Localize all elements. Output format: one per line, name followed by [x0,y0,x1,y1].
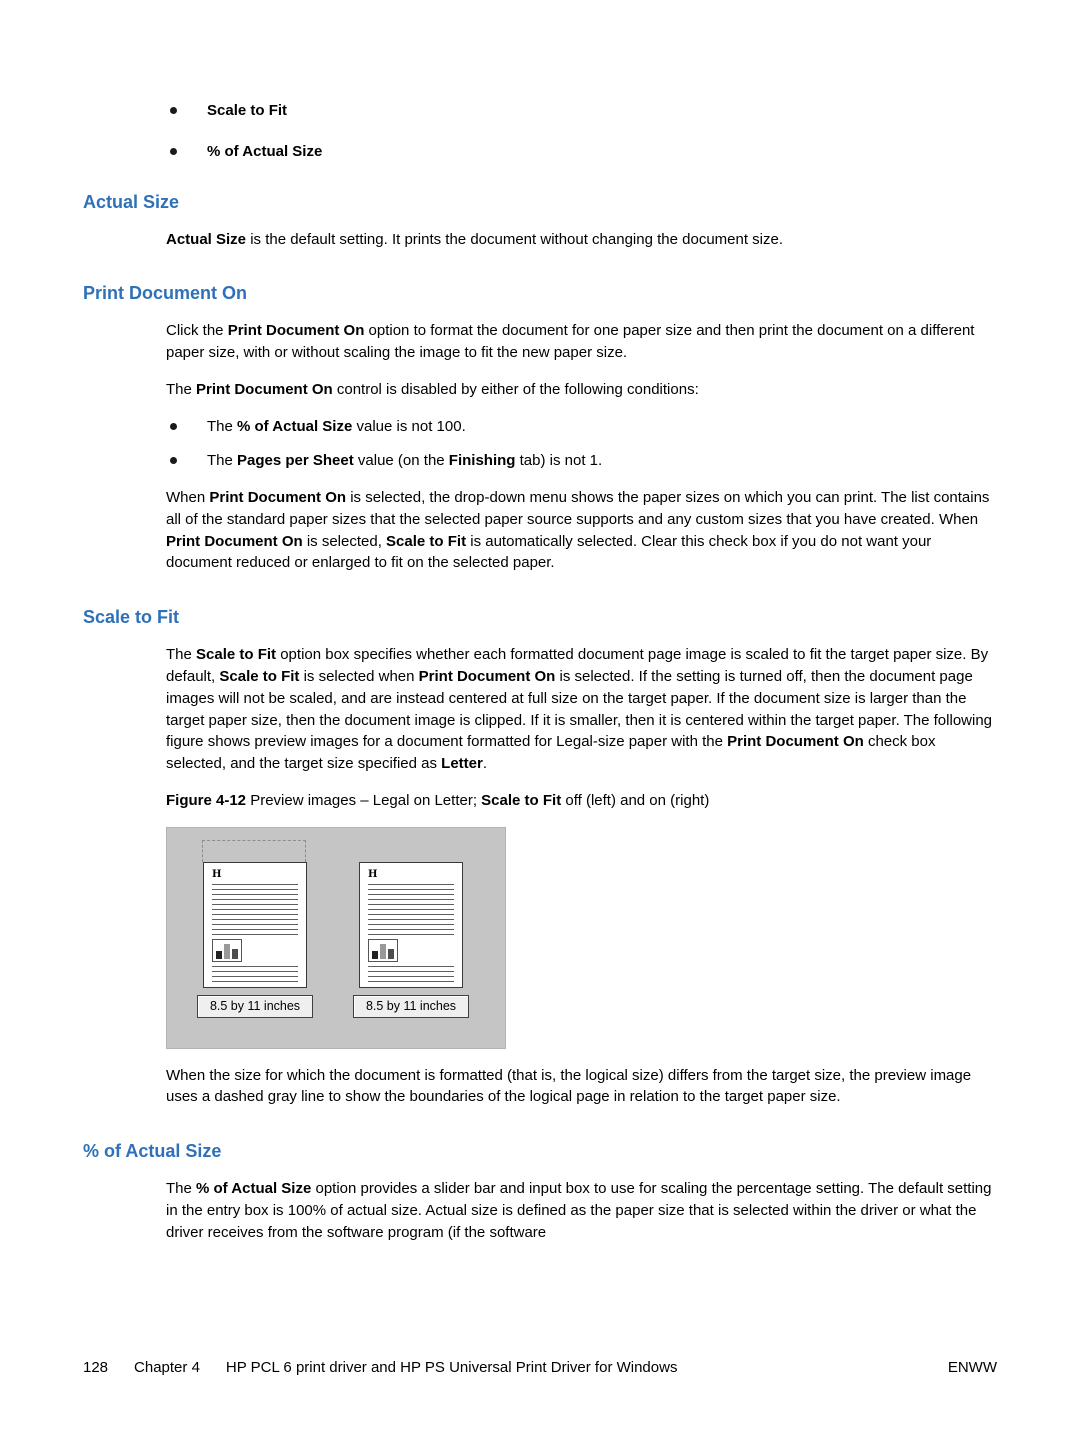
chart-bar [380,944,386,959]
conditions-list [166,416,995,473]
text-lines [212,884,298,936]
chart-bar [224,944,230,959]
list-item: % of Actual Size [166,141,995,163]
heading-mark: H [368,868,378,880]
paragraph: The % of Actual Size option provides a slider bar and input box to use for scaling the percentage setting. The default setting in the entry box is 100% of actual size. Actual size is defined as the paper size that is selected within the driver or what the driver receives from the software program (if the software [166,1180,992,1241]
text-lines [212,966,298,981]
chapter-title: HP PCL 6 print driver and HP PS Universal Print Driver for Windows [225,1359,678,1377]
list-item: The % of Actual Size value is not 100. [166,416,995,438]
heading-mark: H [212,868,222,880]
preview-scale-to-fit-on [359,862,463,1048]
page-size-label: 8.5 by 11 inches [353,995,469,1018]
chart-icon [212,939,242,962]
section-percent-of-actual-size [166,1178,995,1243]
logical-page-boundary [202,840,306,862]
chapter-label: Chapter 4 [134,1359,200,1377]
preview-scale-to-fit-off [203,862,307,1048]
section-scale-to-fit [166,644,995,1108]
chart-icon [368,939,398,962]
chart-bar [388,949,394,959]
paragraph: The Scale to Fit option box specifies whether each formatted document page image is scaled to fit the target paper size. By default, Scale to Fit is selected when Print Document On is selected. If the setting is turned off, then the document page images will not be scaled, and are instead centered at full size on the target paper. If the document size is larger than the target paper size, then the document image is clipped. If it is smaller, then it is centered within the target paper. The following figure shows preview images for a document formatted for Legal-size paper with the Print Document On check box selected, and the target size specified as Letter. [166,646,993,773]
intro-list [166,100,995,163]
chart-bar [372,951,378,959]
figure-preview-images [166,827,506,1049]
section-print-document-on [166,320,995,574]
list-item: Scale to Fit [166,100,995,122]
paragraph: The Print Document On control is disabled by either of the following conditions: [166,380,699,398]
heading-percent-of-actual-size: % of Actual Size [83,1141,222,1162]
page-thumbnail [359,862,463,988]
intro-bullet-block [166,100,995,163]
paragraph: When the size for which the document is formatted (that is, the logical size) differs from the target size, the preview image uses a dashed gray line to show the boundaries of the logical page in relation to the target paper size. [166,1066,972,1106]
paragraph: Actual Size is the default setting. It prints the document without changing the document size. [166,230,784,248]
chart-bar [216,951,222,959]
heading-scale-to-fit: Scale to Fit [83,607,180,628]
text-lines [368,966,454,981]
text-lines [368,884,454,936]
figure-caption: Figure 4-12 Preview images – Legal on Letter; Scale to Fit off (left) and on (right) [166,791,710,809]
chart-bar [232,949,238,959]
heading-print-document-on: Print Document On [83,283,248,304]
page-number: 128 [83,1359,109,1377]
paragraph: When Print Document On is selected, the drop-down menu shows the paper sizes on which you can print. The list contains all of the standard paper sizes that the selected paper source supports and any custom sizes that you have created. When Print Document On is selected, Scale to Fit is automatically selected. Clear this check box if you do not want your document reduced or enlarged to fit on the selected paper. [166,489,990,572]
paragraph: Click the Print Document On option to format the document for one paper size and then print the document on a different paper size, with or without scaling the image to fit the new paper size. [166,322,975,362]
list-item: The Pages per Sheet value (on the Finishing tab) is not 1. [166,450,995,472]
page-thumbnail [203,862,307,988]
footer-left [83,1357,677,1379]
page-footer [83,1357,997,1379]
enww-label: ENWW [947,1359,997,1377]
page-size-label: 8.5 by 11 inches [197,995,313,1018]
heading-actual-size: Actual Size [83,191,180,212]
section-actual-size [166,229,995,251]
